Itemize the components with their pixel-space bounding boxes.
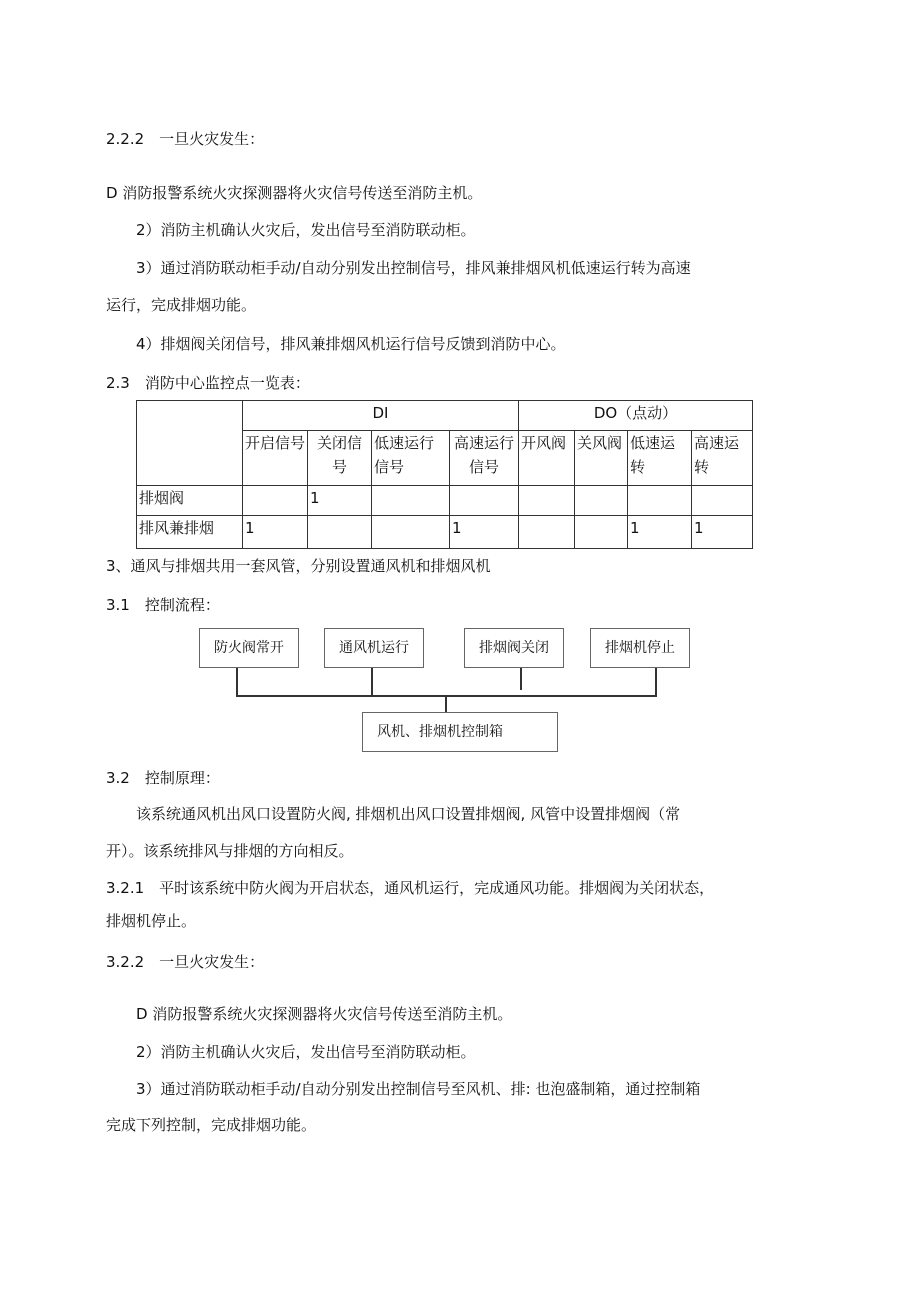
flow-box-smoke-fan-stopped: 排烟机停止	[590, 628, 690, 668]
paragraph-step-4: 4）排烟阀关闭信号，排风兼排烟风机运行信号反馈到消防中心。	[136, 335, 566, 353]
table-row	[137, 486, 753, 516]
table-header-cell: 开风阀	[519, 431, 575, 486]
table-header-cell: 关风阀	[575, 431, 628, 486]
paragraph-step-2: 2）消防主机确认火灾后，发出信号至消防联动柜。	[136, 221, 476, 239]
paragraph-principle-line-2: 开）。该系统排风与排烟的方向相反。	[106, 842, 354, 860]
flow-connector	[655, 668, 657, 696]
heading-2-3: 2.3 消防中心监控点一览表：	[106, 374, 310, 392]
paragraph-step-2-b: 2）消防主机确认火灾后，发出信号至消防联动柜。	[136, 1043, 476, 1061]
heading-3-2-2: 3.2.2 一旦火灾发生：	[106, 953, 265, 971]
flow-connector	[371, 668, 373, 696]
flow-box-smoke-valve-closed: 排烟阀关闭	[464, 628, 564, 668]
flow-box-ventilator-running: 通风机运行	[324, 628, 424, 668]
table-cell	[519, 516, 575, 549]
paragraph-3-2-1-line-1: 3.2.1 平时该系统中防火阀为开启状态，通风机运行，完成通风功能。排烟阀为关闭状态，	[106, 879, 715, 897]
table-cell	[372, 486, 450, 516]
paragraph-step-3-line-1: 3）通过消防联动柜手动/自动分别发出控制信号，排风兼排烟风机低速运行转为高速	[136, 259, 691, 277]
table-header-cell: 关闭信号	[308, 431, 372, 486]
monitoring-points-table	[136, 400, 753, 549]
table-header-cell: 低速运转	[628, 431, 692, 486]
table-cell	[243, 486, 308, 516]
table-cell: 1	[450, 516, 519, 549]
table-cell	[519, 486, 575, 516]
table-header-cell: 高速运转	[692, 431, 753, 486]
heading-3-2: 3.2 控制原理：	[106, 769, 220, 787]
table-group-di: DI	[243, 401, 519, 431]
table-cell: 1	[308, 486, 372, 516]
table-cell	[575, 486, 628, 516]
table-cell	[450, 486, 519, 516]
flow-box-control-cabinet: 风机、排烟机控制箱	[362, 712, 558, 752]
table-cell	[308, 516, 372, 549]
table-corner-cell	[137, 401, 243, 486]
table-group-do: DO（点动）	[519, 401, 753, 431]
paragraph-step-3-b-line-1: 3）通过消防联动柜手动/自动分别发出控制信号至风机、排: 也泡盛制箱，通过控制箱	[136, 1080, 701, 1098]
table-cell	[692, 486, 753, 516]
flow-connector	[520, 668, 522, 690]
paragraph-step-3-b-line-2: 完成下列控制，完成排烟功能。	[106, 1116, 317, 1134]
table-header-cell: 高速运行信号	[450, 431, 519, 486]
flow-connector	[236, 668, 238, 696]
heading-3: 3、通风与排烟共用一套风管，分别设置通风机和排烟风机	[106, 557, 491, 575]
table-header-cell: 开启信号	[243, 431, 308, 486]
table-cell	[628, 486, 692, 516]
table-cell: 1	[243, 516, 308, 549]
table-cell	[575, 516, 628, 549]
table-row-name: 排风兼排烟	[137, 516, 243, 549]
table-cell	[372, 516, 450, 549]
table-cell: 1	[692, 516, 753, 549]
heading-2-2-2: 2.2.2 一旦火灾发生：	[106, 130, 265, 148]
paragraph-3-2-1-line-2: 排烟机停止。	[106, 912, 197, 930]
paragraph-step-3-line-2: 运行，完成排烟功能。	[106, 296, 257, 314]
flow-connector	[445, 695, 447, 713]
table-group-header-row	[137, 401, 753, 431]
table-row-name: 排烟阀	[137, 486, 243, 516]
table-header-cell: 低速运行信号	[372, 431, 450, 486]
table-cell: 1	[628, 516, 692, 549]
paragraph-step-1-b: D 消防报警系统火灾探测器将火灾信号传送至消防主机。	[136, 1005, 513, 1023]
heading-3-1: 3.1 控制流程：	[106, 596, 220, 614]
paragraph-step-1: D 消防报警系统火灾探测器将火灾信号传送至消防主机。	[106, 184, 483, 202]
flow-box-fire-damper-open: 防火阀常开	[199, 628, 299, 668]
table-row	[137, 516, 753, 549]
paragraph-principle-line-1: 该系统通风机出风口设置防火阀, 排烟机出风口设置排烟阀, 风管中设置排烟阀（常	[136, 805, 681, 823]
